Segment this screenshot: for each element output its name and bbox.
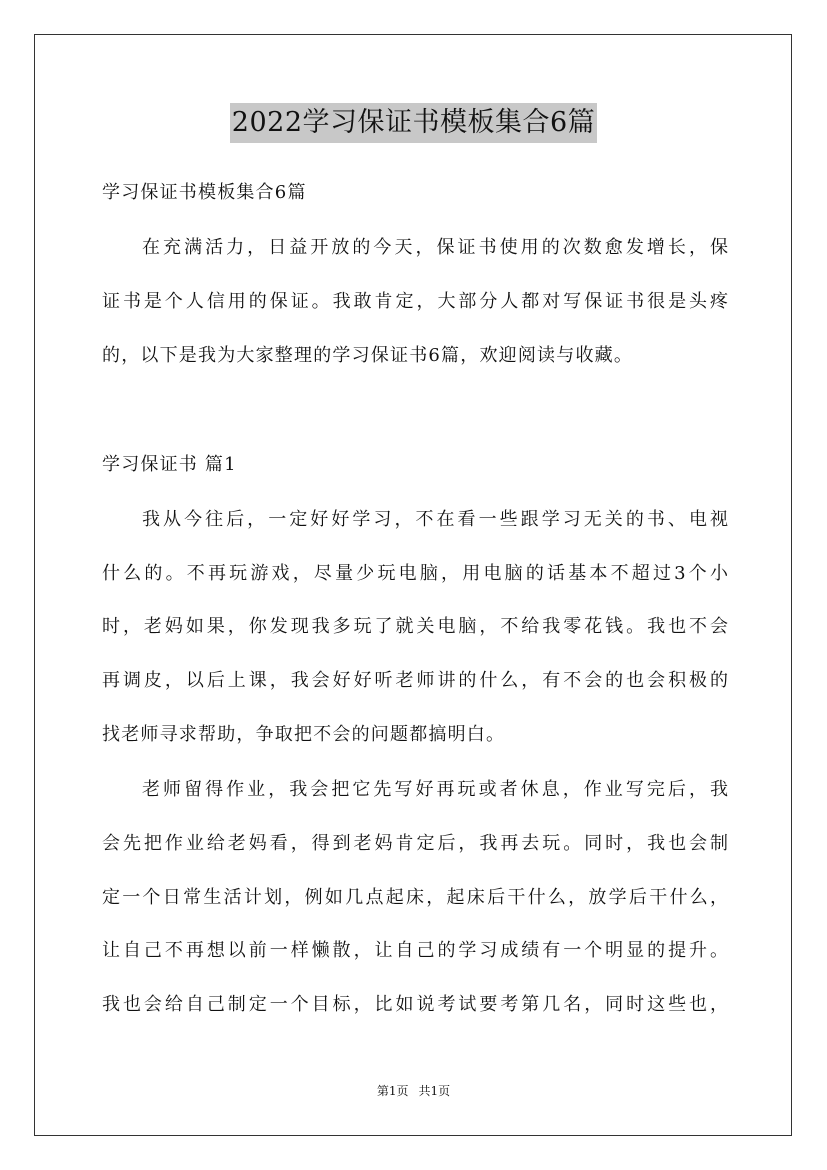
paragraph-line: 再调皮，以后上课，我会好好听老师讲的什么，有不会的也会积极的	[102, 670, 728, 691]
paragraph-line: 让自己不再想以前一样懒散，让自己的学习成绩有一个明显的提升。	[102, 940, 728, 961]
page-footer	[0, 1082, 827, 1100]
intro-line: 证书是个人信用的保证。我敢肯定，大部分人都对写保证书很是头疼	[102, 291, 728, 312]
paragraph-line: 我从今往后，一定好好学习，不在看一些跟学习无关的书、电视	[142, 509, 728, 530]
paragraph-line: 找老师寻求帮助，争取把不会的问题都搞明白。	[102, 724, 506, 745]
document-subtitle: 学习保证书模板集合6篇	[102, 182, 307, 203]
page-total: 共1页	[418, 1084, 451, 1098]
page-number: 第1页	[376, 1084, 409, 1098]
paragraph-line: 时，老妈如果，你发现我多玩了就关电脑，不给我零花钱。我也不会	[102, 616, 728, 637]
document-title: 2022学习保证书模板集合6篇	[230, 103, 597, 143]
section-heading: 学习保证书 篇1	[102, 454, 237, 475]
paragraph-line: 老师留得作业，我会把它先写好再玩或者休息，作业写完后，我	[142, 779, 728, 800]
paragraph-line: 定一个日常生活计划，例如几点起床，起床后干什么，放学后干什么，	[102, 887, 728, 908]
paragraph-line: 我也会给自己制定一个目标，比如说考试要考第几名，同时这些也，	[102, 994, 728, 1015]
title-container	[0, 103, 827, 143]
paragraph-line: 什么的。不再玩游戏，尽量少玩电脑，用电脑的话基本不超过3个小	[102, 563, 728, 584]
intro-line: 在充满活力，日益开放的今天，保证书使用的次数愈发增长，保	[142, 237, 728, 258]
intro-line: 的，以下是我为大家整理的学习保证书6篇，欢迎阅读与收藏。	[102, 345, 634, 366]
paragraph-line: 会先把作业给老妈看，得到老妈肯定后，我再去玩。同时，我也会制	[102, 833, 728, 854]
